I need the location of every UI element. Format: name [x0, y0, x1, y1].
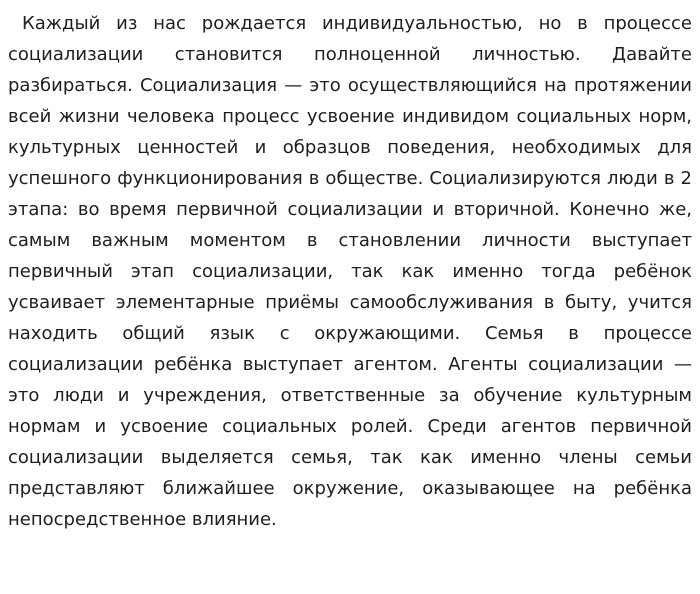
document-page: [8, 8, 692, 535]
essay-paragraph: Каждый из нас рождается индивидуальностью, но в процессе социализации становится полноценной личностью. Давайте разбираться. Социализация — это осуществляющийся на протяжении всей жизни человека процесс усвоение индивидом социальных норм, культурных ценностей и образцов поведения, необходимых для успешного функционирования в обществе. Социализируются люди в 2 этапа: во время первичной социализации и вторичной. Конечно же, самым важным моментом в становлении личности выступает первичный этап социализации, так как именно тогда ребёнок усваивает элементарные приёмы самообслуживания в быту, учится находить общий язык с окружающими. Семья в процессе социализации ребёнка выступает агентом. Агенты социализации — это люди и учреждения, ответственные за обучение культурным нормам и усвоение социальных ролей. Среди агентов первичной социализации выделяется семья, так как именно члены семьи представляют ближайшее окружение, оказывающее на ребёнка непосредственное влияние.: [8, 13, 692, 530]
